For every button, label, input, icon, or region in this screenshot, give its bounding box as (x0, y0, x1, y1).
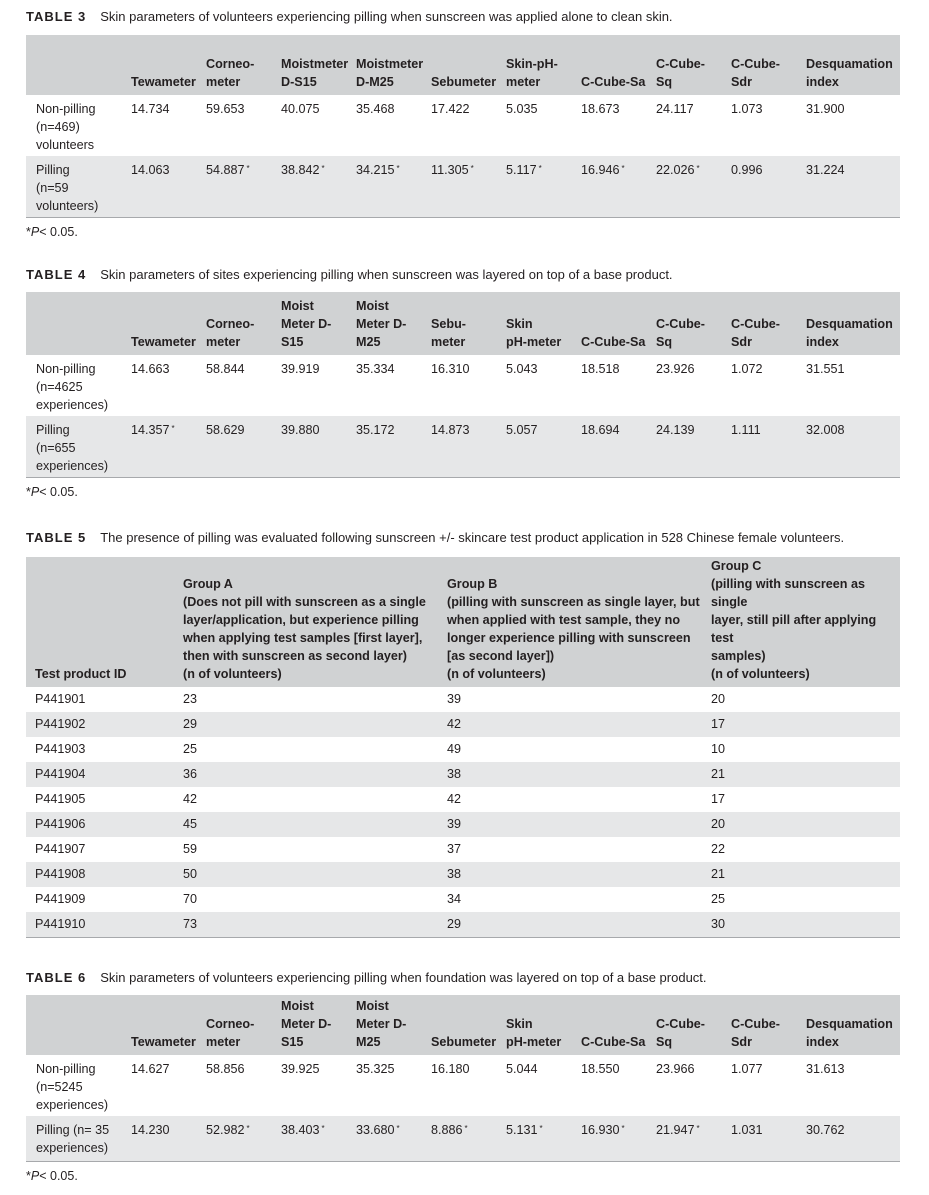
table-row (26, 416, 900, 477)
table-row (26, 1055, 900, 1116)
table-3-caption-text: Skin parameters of volunteers experiencing pilling when sunscreen was applied alone to clean skin. (100, 9, 673, 24)
value-cell: 31.613 (806, 1062, 845, 1076)
value-cell: 35.172 (352, 416, 427, 477)
value-cell: 38.842 * (277, 156, 352, 217)
value-cell: 17.422 (431, 102, 470, 116)
value-cell: 22.026 * (652, 156, 727, 217)
header-cell: Desquamation index (802, 995, 900, 1055)
value-cell: 5.043 (506, 362, 538, 376)
significance-marker: * (396, 164, 400, 173)
header-cell: Sebumeter (427, 995, 502, 1055)
value-cell: 16.946 * (577, 156, 652, 217)
count-cell: 20 (702, 812, 900, 837)
count-cell: 38 (438, 862, 702, 887)
value-cell: 0.996 (727, 156, 802, 217)
value-cell: 18.673 (581, 102, 620, 116)
count-cell: 45 (174, 812, 438, 837)
count-cell: 59 (183, 842, 198, 856)
table-row (26, 355, 900, 416)
table-4-footnote-text: < 0.05. (39, 484, 78, 499)
table-6-caption-text: Skin parameters of volunteers experiencing pilling when foundation was layered on top of a base product. (100, 970, 707, 985)
count-cell: 21 (702, 762, 900, 787)
product-id-cell: P441908 (26, 862, 174, 887)
product-id-cell: P441903 (35, 742, 86, 756)
count-cell: 38 (438, 762, 702, 787)
value-cell: 24.117 (656, 102, 694, 116)
significance-marker: * (171, 424, 175, 433)
value-cell: 24.139 (652, 416, 727, 477)
significance-marker: * (321, 164, 325, 173)
table-3-footnote: *P< 0.05. (26, 224, 78, 239)
header-cell: Sebu- meter (427, 292, 502, 355)
significance-marker: * (396, 1124, 400, 1133)
table-row (26, 912, 900, 938)
count-cell: 73 (174, 912, 438, 938)
significance-marker: * (470, 164, 474, 173)
header-cell-group: Group A (Does not pill with sunscreen as a single layer/application, but experience pilling when applying test samples [first layer], then with sunscreen as second layer) (n of volunteers) (174, 557, 438, 687)
value-cell: 1.031 (727, 1116, 802, 1161)
value-cell: 58.844 (206, 362, 245, 376)
value-cell: 8.886 * (427, 1116, 502, 1161)
table-4-caption (26, 267, 900, 285)
table-row (26, 862, 900, 887)
header-cell: Moist Meter D- M25 (352, 995, 427, 1055)
row-label-cell: Non-pilling (n=4625 experiences) (36, 362, 109, 412)
significance-marker: * (696, 1124, 700, 1133)
value-cell: 31.224 (802, 156, 900, 217)
significance-marker: * (621, 1124, 625, 1133)
header-cell: Moist Meter D- S15 (277, 995, 352, 1055)
table-row (26, 712, 900, 737)
value-cell: 14.230 (127, 1116, 202, 1161)
value-cell: 58.629 (202, 416, 277, 477)
table-5-caption-text: The presence of pilling was evaluated following sunscreen +/- skincare test product application in 528 Chinese female volunteers. (100, 530, 845, 545)
header-cell: Moist Meter D- S15 (277, 292, 352, 355)
count-cell: 21 (702, 862, 900, 887)
header-cell: Moistmeter D-M25 (352, 35, 427, 95)
table-4-grid (26, 292, 900, 478)
product-id-cell: P441910 (26, 912, 174, 938)
value-cell: 39.919 (281, 362, 320, 376)
table-row (26, 1116, 900, 1161)
table-6-footnote-text: < 0.05. (39, 1168, 78, 1183)
count-cell: 70 (183, 892, 198, 906)
value-cell: 23.966 (656, 1062, 695, 1076)
significance-marker: * (539, 1124, 543, 1133)
header-cell: Desquamation index (802, 292, 900, 355)
header-row (26, 35, 900, 95)
value-cell: 14.627 (131, 1062, 170, 1076)
header-cell: C-Cube- Sq (652, 35, 727, 95)
header-cell: C-Cube- Sdr (727, 35, 802, 95)
count-cell: 42 (447, 792, 462, 806)
count-cell: 39 (438, 812, 702, 837)
row-label-cell: Pilling (n=655 experiences) (26, 416, 127, 477)
row-label-cell: Non-pilling (n=469) volunteers (36, 102, 96, 152)
header-cell: Skin pH-meter (502, 995, 577, 1055)
value-cell: 32.008 (802, 416, 900, 477)
header-cell: C-Cube- Sq (652, 995, 727, 1055)
value-cell: 35.334 (356, 362, 395, 376)
header-row (26, 995, 900, 1055)
count-cell: 36 (174, 762, 438, 787)
table-row (26, 837, 900, 862)
header-row (26, 292, 900, 355)
value-cell: 23.926 (656, 362, 695, 376)
table-3-footnote-text: < 0.05. (39, 224, 78, 239)
value-cell: 35.468 (356, 102, 395, 116)
table-6-label: TABLE 6 (26, 970, 87, 985)
significance-marker: * (696, 164, 700, 173)
count-cell: 25 (711, 892, 726, 906)
significance-marker: * (246, 1124, 250, 1133)
product-id-cell: P441909 (35, 892, 86, 906)
value-cell: 40.075 (281, 102, 320, 116)
value-cell: 31.900 (806, 102, 845, 116)
value-cell: 1.072 (731, 362, 763, 376)
value-cell: 5.057 (502, 416, 577, 477)
table-row (26, 812, 900, 837)
header-cell-group: Group B (pilling with sunscreen as single layer, but when applied with test sample, they no longer experience pilling with sunscreen [as second layer]) (n of volunteers) (438, 557, 702, 687)
header-cell: Desquamation index (802, 35, 900, 95)
count-cell: 20 (711, 692, 726, 706)
value-cell: 14.357 * (127, 416, 202, 477)
value-cell: 14.734 (131, 102, 170, 116)
value-cell: 18.550 (581, 1062, 620, 1076)
value-cell: 5.044 (506, 1062, 538, 1076)
header-cell: Tewameter (127, 292, 202, 355)
value-cell: 39.880 (277, 416, 352, 477)
count-cell: 49 (447, 742, 462, 756)
header-cell-row-label (26, 995, 127, 1055)
significance-marker: * (538, 164, 542, 173)
value-cell: 39.925 (281, 1062, 320, 1076)
value-cell: 34.215 * (352, 156, 427, 217)
table-4 (26, 267, 900, 499)
product-id-cell: P441904 (26, 762, 174, 787)
value-cell: 35.325 (356, 1062, 395, 1076)
value-cell: 54.887 * (202, 156, 277, 217)
table-4-caption-text: Skin parameters of sites experiencing pilling when sunscreen was layered on top of a base product. (100, 267, 673, 282)
value-cell: 16.310 (431, 362, 470, 376)
header-cell: Tewameter (127, 35, 202, 95)
value-cell: 14.663 (131, 362, 170, 376)
value-cell: 1.111 (727, 416, 802, 477)
count-cell: 42 (183, 792, 198, 806)
count-cell: 30 (702, 912, 900, 938)
header-cell: Sebumeter (427, 35, 502, 95)
header-cell: Moistmeter D-S15 (277, 35, 352, 95)
header-cell: C-Cube- Sdr (727, 995, 802, 1055)
row-label-cell: Non-pilling (n=5245 experiences) (36, 1062, 109, 1112)
header-cell: Skin pH-meter (502, 292, 577, 355)
count-cell: 39 (447, 692, 462, 706)
table-4-footnote: *P< 0.05. (26, 484, 78, 499)
count-cell: 50 (174, 862, 438, 887)
header-cell: Corneo- meter (202, 995, 277, 1055)
product-id-cell: P441902 (26, 712, 174, 737)
header-cell: Skin-pH- meter (502, 35, 577, 95)
header-cell-row-label (26, 35, 127, 95)
value-cell: 16.180 (431, 1062, 470, 1076)
table-3-grid (26, 35, 900, 218)
table-row (26, 762, 900, 787)
value-cell: 33.680 * (352, 1116, 427, 1161)
value-cell: 38.403 * (277, 1116, 352, 1161)
header-cell-row-label (26, 292, 127, 355)
count-cell: 42 (438, 712, 702, 737)
table-row (26, 737, 900, 762)
table-6-caption (26, 970, 900, 988)
count-cell: 29 (438, 912, 702, 938)
value-cell: 5.117 * (502, 156, 577, 217)
product-id-cell: P441905 (35, 792, 86, 806)
table-3-caption (26, 9, 900, 27)
value-cell: 58.856 (206, 1062, 245, 1076)
count-cell: 17 (711, 792, 726, 806)
product-id-cell: P441901 (35, 692, 86, 706)
header-cell: C-Cube- Sq (652, 292, 727, 355)
count-cell: 23 (183, 692, 198, 706)
count-cell: 10 (711, 742, 726, 756)
count-cell: 29 (174, 712, 438, 737)
header-cell: C-Cube- Sdr (727, 292, 802, 355)
table-4-label: TABLE 4 (26, 267, 87, 282)
value-cell: 30.762 (802, 1116, 900, 1161)
table-6-grid (26, 995, 900, 1162)
header-cell: C-Cube-Sa (577, 995, 652, 1055)
significance-marker: * (321, 1124, 325, 1133)
product-id-cell: P441906 (26, 812, 174, 837)
value-cell: 5.131 * (502, 1116, 577, 1161)
header-cell: Corneo- meter (202, 35, 277, 95)
value-cell: 31.551 (806, 362, 845, 376)
count-cell: 25 (183, 742, 198, 756)
count-cell: 17 (702, 712, 900, 737)
value-cell: 1.073 (731, 102, 763, 116)
header-cell-group: Group C (pilling with sunscreen as single layer, still pill after applying test samples) (n of volunteers) (702, 557, 900, 687)
row-label-cell: Pilling (n= 35 experiences) (26, 1116, 127, 1161)
count-cell: 34 (447, 892, 462, 906)
value-cell: 16.930 * (577, 1116, 652, 1161)
product-id-cell: P441907 (35, 842, 86, 856)
value-cell: 59.653 (206, 102, 245, 116)
row-label-cell: Pilling (n=59 volunteers) (26, 156, 127, 217)
value-cell: 18.694 (577, 416, 652, 477)
table-6-footnote: *P< 0.05. (26, 1168, 78, 1183)
table-row (26, 787, 900, 812)
value-cell: 11.305 * (427, 156, 502, 217)
value-cell: 14.063 (127, 156, 202, 217)
significance-marker: * (246, 164, 250, 173)
header-cell: C-Cube-Sa (577, 35, 652, 95)
table-6 (26, 970, 900, 1183)
table-3 (26, 9, 900, 239)
value-cell: 21.947 * (652, 1116, 727, 1161)
header-row (26, 557, 900, 687)
header-cell: Tewameter (127, 995, 202, 1055)
header-cell: Corneo- meter (202, 292, 277, 355)
header-cell: C-Cube-Sa (577, 292, 652, 355)
table-5-caption (26, 530, 900, 548)
table-5-label: TABLE 5 (26, 530, 87, 545)
table-5-grid (26, 557, 900, 938)
count-cell: 22 (711, 842, 726, 856)
table-row (26, 687, 900, 712)
table-row (26, 156, 900, 217)
significance-marker: * (464, 1124, 468, 1133)
count-cell: 37 (447, 842, 462, 856)
header-cell-product-id: Test product ID (26, 557, 174, 687)
header-cell: Moist Meter D- M25 (352, 292, 427, 355)
value-cell: 18.518 (581, 362, 620, 376)
table-3-label: TABLE 3 (26, 9, 87, 24)
value-cell: 14.873 (427, 416, 502, 477)
table-row (26, 95, 900, 156)
table-5 (26, 530, 900, 938)
value-cell: 5.035 (506, 102, 538, 116)
significance-marker: * (621, 164, 625, 173)
value-cell: 1.077 (731, 1062, 763, 1076)
table-row (26, 887, 900, 912)
value-cell: 52.982 * (202, 1116, 277, 1161)
